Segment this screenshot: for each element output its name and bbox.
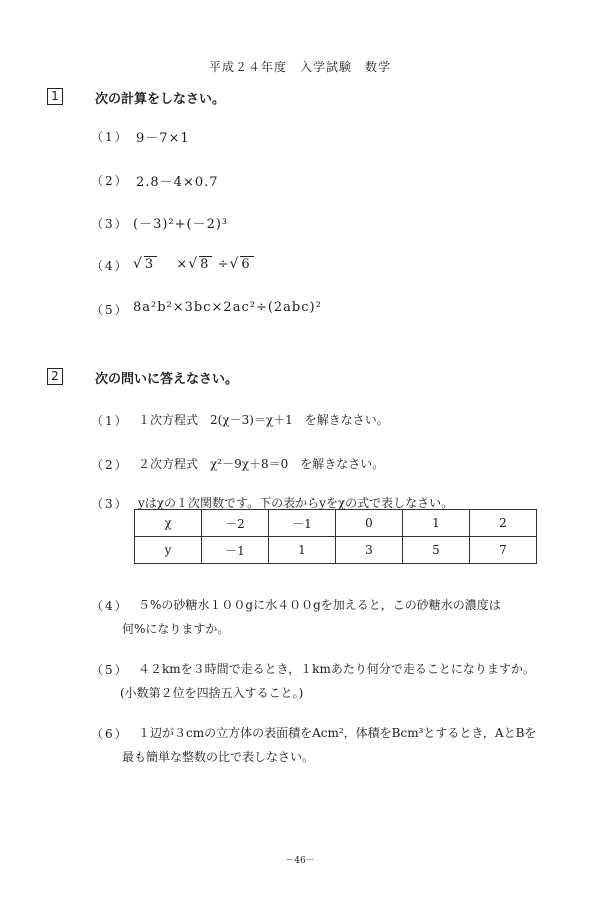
table-row-x <box>135 510 537 537</box>
function-table <box>134 509 537 564</box>
section-2-number: 2 <box>47 368 63 385</box>
s2-q4-number: （4） <box>91 599 129 613</box>
sqrt-symbol-icon: √ <box>229 256 240 272</box>
table-cell: 3 <box>336 537 403 564</box>
s2-q6-line-1: １辺が３cmの立方体の表面積をAcm²，体積をBcm³とするとき，AとBを <box>138 726 537 740</box>
table-cell: 7 <box>470 537 537 564</box>
s2-q3-number: （3） <box>91 497 129 511</box>
table-cell: －1 <box>269 510 336 537</box>
table-cell: 0 <box>336 510 403 537</box>
section-2-heading: 次の問いに答えなさい。 <box>95 372 239 387</box>
times-operator: × <box>176 257 189 272</box>
table-cell: y <box>135 537 202 564</box>
s1-item-4-expression <box>133 256 254 272</box>
table-cell: 5 <box>403 537 470 564</box>
page-title: 平成２４年度 入学試験 数学 <box>208 60 391 74</box>
s2-q3-text: yはχの１次関数です。下の表からyをχの式で表しなさい。 <box>138 496 454 510</box>
s1-item-3-expression: (－3)²+(－2)³ <box>133 217 229 232</box>
table-cell: －1 <box>202 537 269 564</box>
s2-q2-number: （2） <box>91 458 129 472</box>
table-cell: －2 <box>202 510 269 537</box>
s1-item-2-number: （2） <box>91 174 129 188</box>
s2-q1-text: １次方程式 2(χ－3)＝χ＋1 を解きなさい。 <box>138 413 389 427</box>
section-1-number: 1 <box>47 88 63 105</box>
radicand-2: 8 <box>199 256 212 272</box>
s2-q1-number: （1） <box>91 414 129 428</box>
s1-item-5-number: （5） <box>91 303 129 317</box>
s1-item-3-number: （3） <box>91 217 129 231</box>
table-cell: 1 <box>403 510 470 537</box>
s2-q5-line-2: (小数第２位を四捨五入すること。) <box>120 686 304 700</box>
radicand-1: 3 <box>144 256 157 272</box>
sqrt-symbol-icon: √ <box>188 256 199 272</box>
s1-item-5-expression: 8a²b²×3bc×2ac²÷(2abc)² <box>133 300 322 315</box>
s2-q4-line-1: ５%の砂糖水１００gに水４００gを加えると，この砂糖水の濃度は <box>138 598 501 612</box>
s1-item-1-number: （1） <box>91 130 129 144</box>
s2-q5-line-1: ４２kmを３時間で走るとき，１kmあたり何分で走ることになりますか。 <box>138 662 535 676</box>
s2-q6-number: （6） <box>91 727 129 741</box>
s2-q6-line-2: 最も簡単な整数の比で表しなさい。 <box>122 750 315 764</box>
s1-item-2-expression: 2.8－4×0.7 <box>136 175 219 190</box>
table-cell: χ <box>135 510 202 537</box>
s2-q2-text: ２次方程式 χ²－9χ＋8＝0 を解きなさい。 <box>138 457 385 471</box>
table-cell: 2 <box>470 510 537 537</box>
page-number: －46－ <box>285 856 315 866</box>
s2-q5-number: （5） <box>91 663 129 677</box>
sqrt-symbol-icon: √ <box>133 256 143 272</box>
s2-q4-line-2: 何%になりますか。 <box>122 622 230 636</box>
s1-item-4-number: （4） <box>91 259 129 273</box>
radicand-3: 6 <box>240 256 253 272</box>
s1-item-1-expression: 9－7×1 <box>136 131 190 146</box>
section-1-heading: 次の計算をしなさい。 <box>95 92 226 107</box>
table-cell: 1 <box>269 537 336 564</box>
divide-operator: ÷ <box>217 257 230 272</box>
table-row-y <box>135 537 537 564</box>
